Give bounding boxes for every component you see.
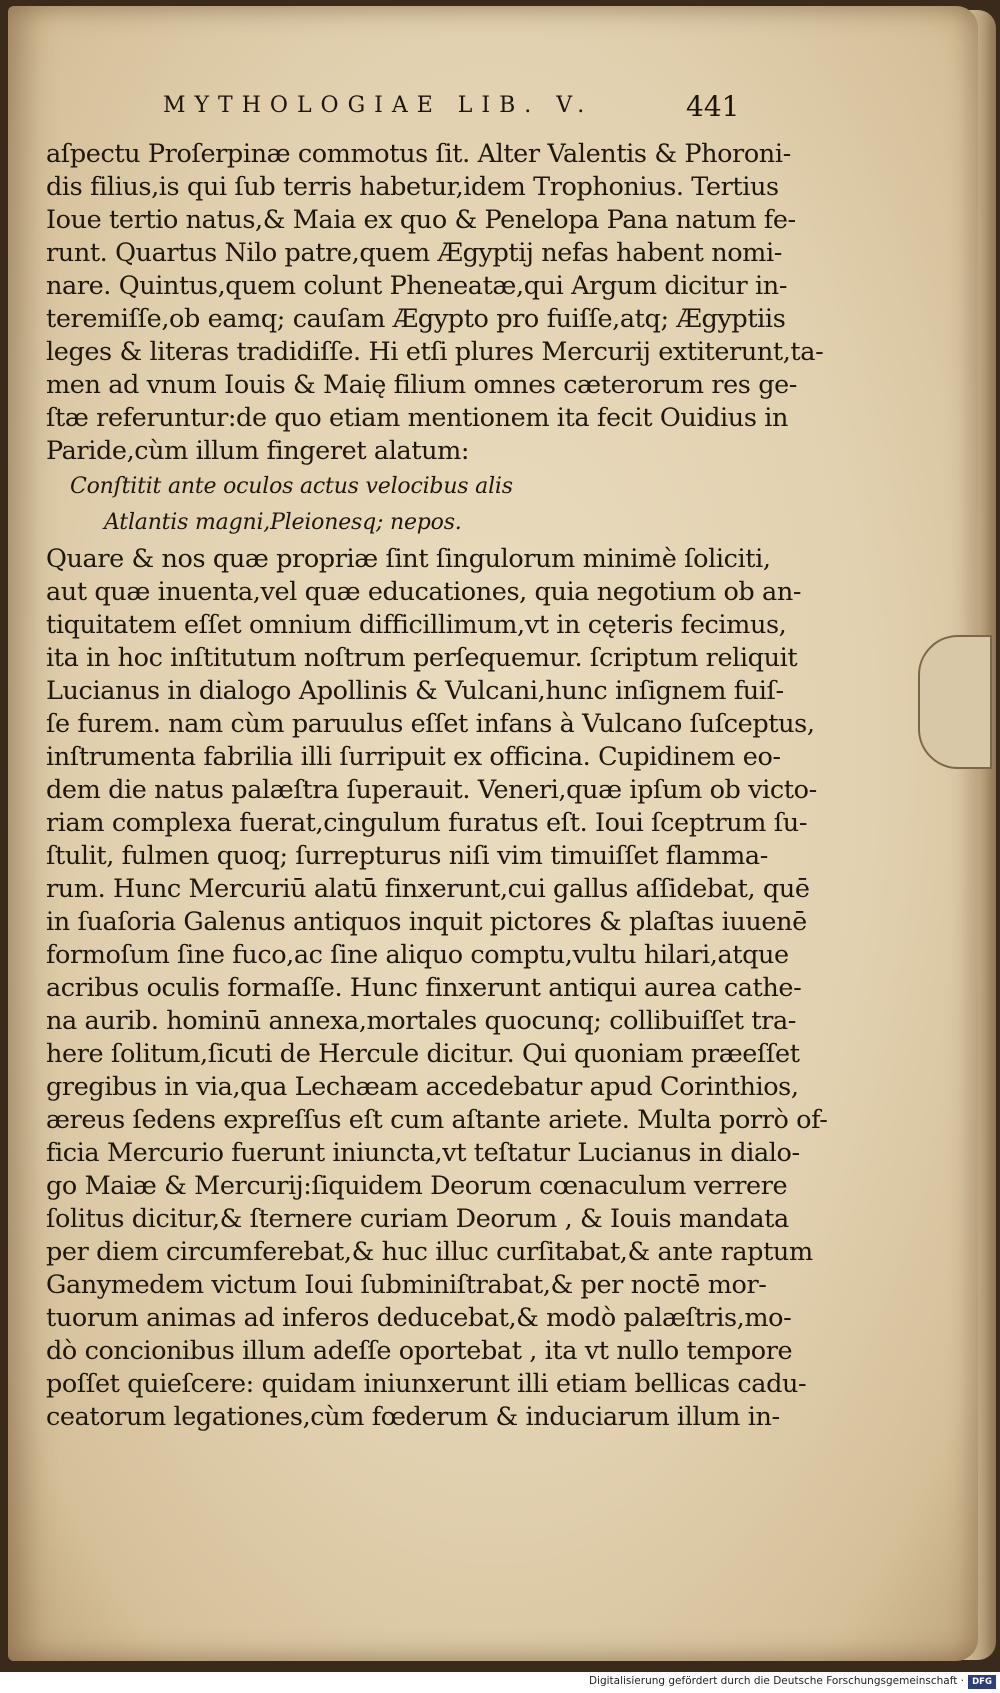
running-head: MYTHOLOGIAE LIB. V. [163, 93, 594, 118]
text-line: aſpectu Proſerpinæ commotus ſit. Alter Valentis & Phoroni- [46, 139, 791, 169]
text-line: Ganymedem victum Ioui ſubminiſtrabat,& per noctē mor- [46, 1270, 767, 1300]
footer-bar [0, 1672, 1000, 1693]
text-line: Lucianus in dialogo Apollinis & Vulcani,hunc inſignem fuiſ- [46, 676, 784, 706]
text-line: Paride,cùm illum fingeret alatum: [46, 436, 470, 466]
dfg-logo: DFG [968, 1675, 996, 1689]
text-line: ceatorum legationes,cùm fœderum & induciarum illum in- [46, 1402, 780, 1432]
text-line: teremiſſe,ob eamq; cauſam Ægypto pro fuiſſe,atq; Ægyptiis [46, 304, 786, 334]
text-line: aut quæ inuenta,vel quæ educationes, quia negotium ob an- [46, 577, 802, 607]
text-line: inſtrumenta fabrilia illi ſurripuit ex officina. Cupidinem eo- [46, 742, 781, 772]
text-line: runt. Quartus Nilo patre,quem Ægyptij nefas habent nomi- [46, 238, 782, 268]
text-line: acribus oculis formaſſe. Hunc finxerunt antiqui aurea cathe- [46, 973, 802, 1003]
text-line: Quare & nos quæ propriæ ſint ſingulorum minimè ſoliciti, [46, 544, 771, 574]
page-number: 441 [686, 90, 740, 123]
text-line: gregibus in via,qua Lechæam accedebatur apud Corinthios, [46, 1072, 799, 1102]
text-line: formoſum ſine fuco,ac ſine aliquo comptu,vultu hilari,atque [46, 940, 789, 970]
text-line: riam complexa fuerat,cingulum furatus eſt. Ioui ſceptrum ſu- [46, 808, 808, 838]
text-line: rum. Hunc Mercuriū alatū finxerunt,cui gallus aſſidebat, quē [46, 874, 810, 904]
text-line: ita in hoc inſtitutum noſtrum perſequemur. ſcriptum reliquit [46, 643, 798, 673]
text-line: men ad vnum Iouis & Maię filium omnes cæterorum res ge- [46, 370, 798, 400]
text-line: tuorum animas ad inferos deducebat,& modò palæſtris,mo- [46, 1303, 792, 1333]
text-line: ſtæ referuntur:de quo etiam mentionem ita fecit Ouidius in [46, 403, 788, 433]
text-line: dò concionibus illum adeſſe oportebat , ita vt nullo tempore [46, 1336, 793, 1366]
book-page [8, 6, 978, 1661]
text-line: dem die natus palæſtra ſuperauit. Veneri,quæ ipſum ob victo- [46, 775, 817, 805]
text-line: go Maiæ & Mercurij:ſiquidem Deorum cœnaculum verrere [46, 1171, 788, 1201]
text-line: poſſet quieſcere: quidam iniunxerunt illi etiam bellicas cadu- [46, 1369, 807, 1399]
footer-credit: Digitalisierung gefördert durch die Deutsche Forschungsgemeinschaft · [588, 1675, 964, 1687]
text-line: dis filius,is qui ſub terris habetur,idem Trophonius. Tertius [46, 172, 779, 202]
text-line: na aurib. hominū annexa,mortales quocunq; collibuiſſet tra- [46, 1006, 796, 1036]
verse-line: Conſtitit ante oculos actus velocibus alis [70, 474, 513, 499]
text-line: nare. Quintus,quem colunt Pheneatæ,qui Argum dicitur in- [46, 271, 788, 301]
text-line: Ioue tertio natus,& Maia ex quo & Penelopa Pana natum fe- [46, 205, 796, 235]
verse-line: Atlantis magni,Pleionesq; nepos. [104, 510, 462, 535]
text-line: leges & literas tradidiſſe. Hi etſi plures Mercurij extiterunt,ta- [46, 337, 824, 367]
page-tab [918, 635, 992, 769]
text-line: tiquitatem eſſet omnium difficillimum,vt in cęteris fecimus, [46, 610, 787, 640]
text-line: ſe furem. nam cùm paruulus eſſet infans à Vulcano ſuſceptus, [46, 709, 815, 739]
text-line: per diem circumferebat,& huc illuc curſitabat,& ante raptum [46, 1237, 813, 1267]
text-line: æreus ſedens expreſſus eſt cum aſtante ariete. Multa porrò of- [46, 1105, 828, 1135]
text-line: ſolitus dicitur,& ſternere curiam Deorum , & Iouis mandata [46, 1204, 789, 1234]
text-line: ficia Mercurio fuerunt iniuncta,vt teſtatur Lucianus in dialo- [46, 1138, 800, 1168]
text-line: ſtulit, fulmen quoq; ſurrepturus niſi vim timuiſſet flamma- [46, 841, 768, 871]
text-line: here ſolitum,ſicuti de Hercule dicitur. Qui quoniam præeſſet [46, 1039, 800, 1069]
text-line: in ſuaſoria Galenus antiquos inquit pictores & plaſtas iuuenē [46, 907, 807, 937]
